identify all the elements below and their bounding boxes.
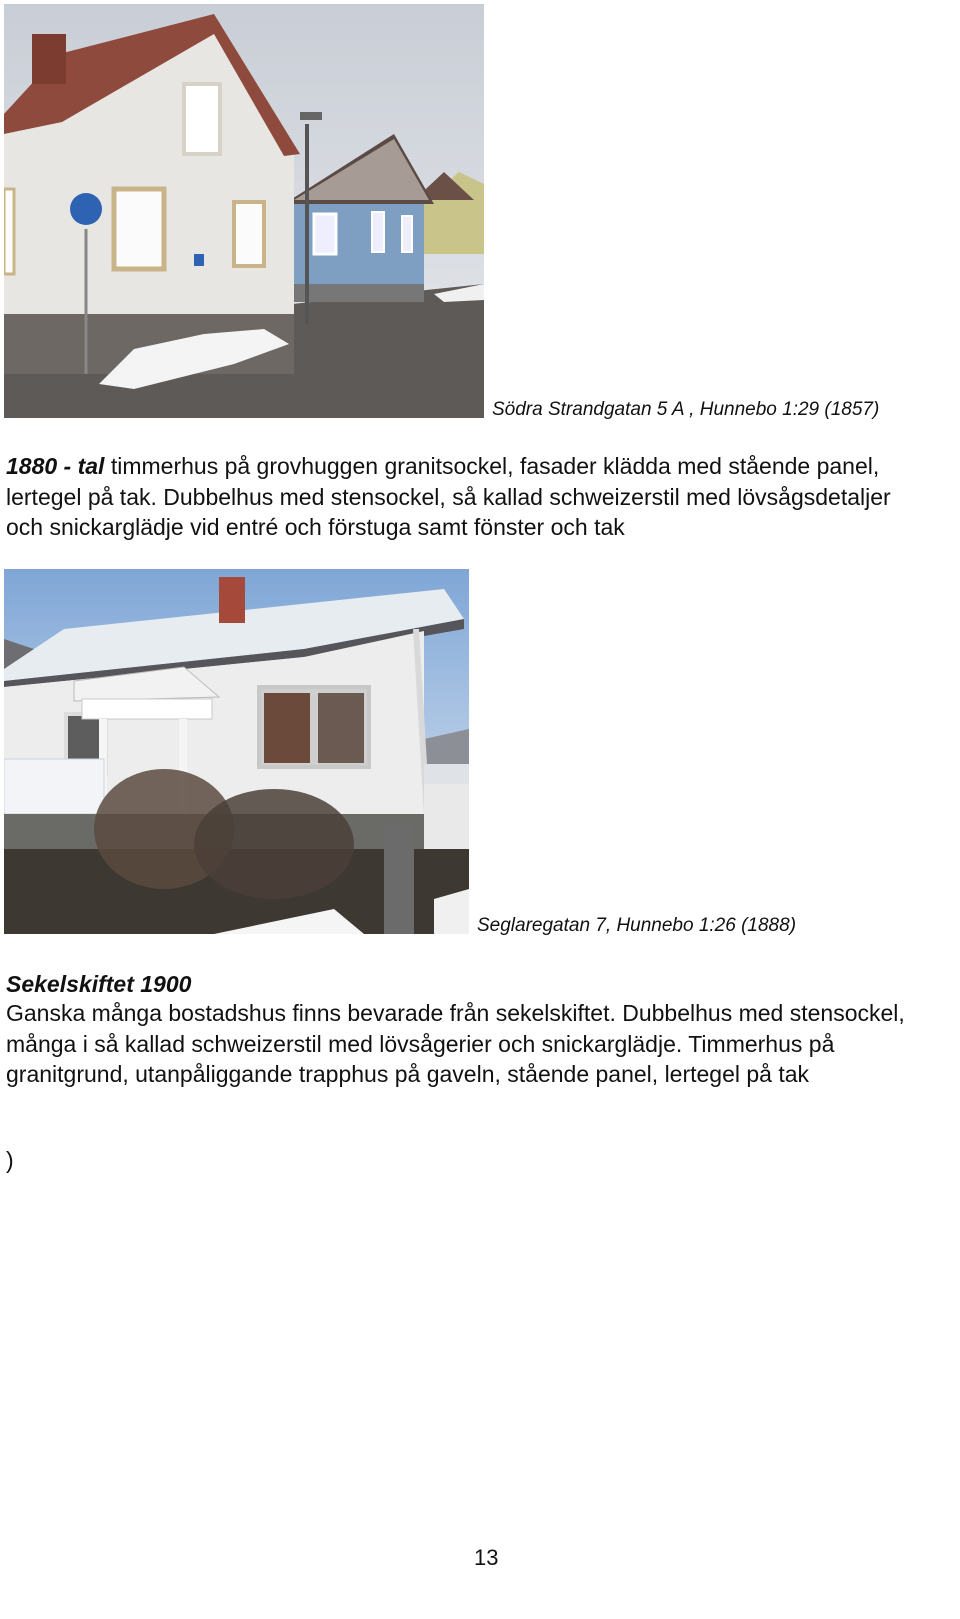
house-photo-sodra-strandgatan-icon xyxy=(4,4,484,418)
paragraph-1880-text: timmerhus på grovhuggen granitsockel, fasader klädda med stående panel, lertegel på tak. Dubbelhus med stensockel, så kallad schweizerstil med lövsågsdetaljer och snickarglädje vid entré och förstuga samt fönster och tak xyxy=(6,453,891,540)
section-heading-sekelskiftet: Sekelskiftet 1900 xyxy=(6,971,192,997)
house-photo-seglaregatan-icon xyxy=(4,569,469,934)
photo-caption-1: Södra Strandgatan 5 A , Hunnebo 1:29 (1857) xyxy=(492,399,880,420)
paragraph-1880-tal xyxy=(6,451,926,543)
photo-caption-2: Seglaregatan 7, Hunnebo 1:26 (1888) xyxy=(477,915,797,936)
era-lead-1880: 1880 - tal xyxy=(6,453,105,479)
photo-sodra-strandgatan xyxy=(4,4,484,418)
paragraph-sekelskiftet: Ganska många bostadshus finns bevarade från sekelskiftet. Dubbelhus med stensockel, många i så kallad schweizerstil med lövsågerier och snickarglädje. Timmerhus på granitgrund, utanpåliggande trapphus på gaveln, stående panel, lertegel på tak xyxy=(6,1000,905,1087)
photo-seglaregatan xyxy=(4,569,469,934)
stray-parenthesis: ) xyxy=(6,1147,14,1173)
page-number: 13 xyxy=(474,1545,499,1570)
